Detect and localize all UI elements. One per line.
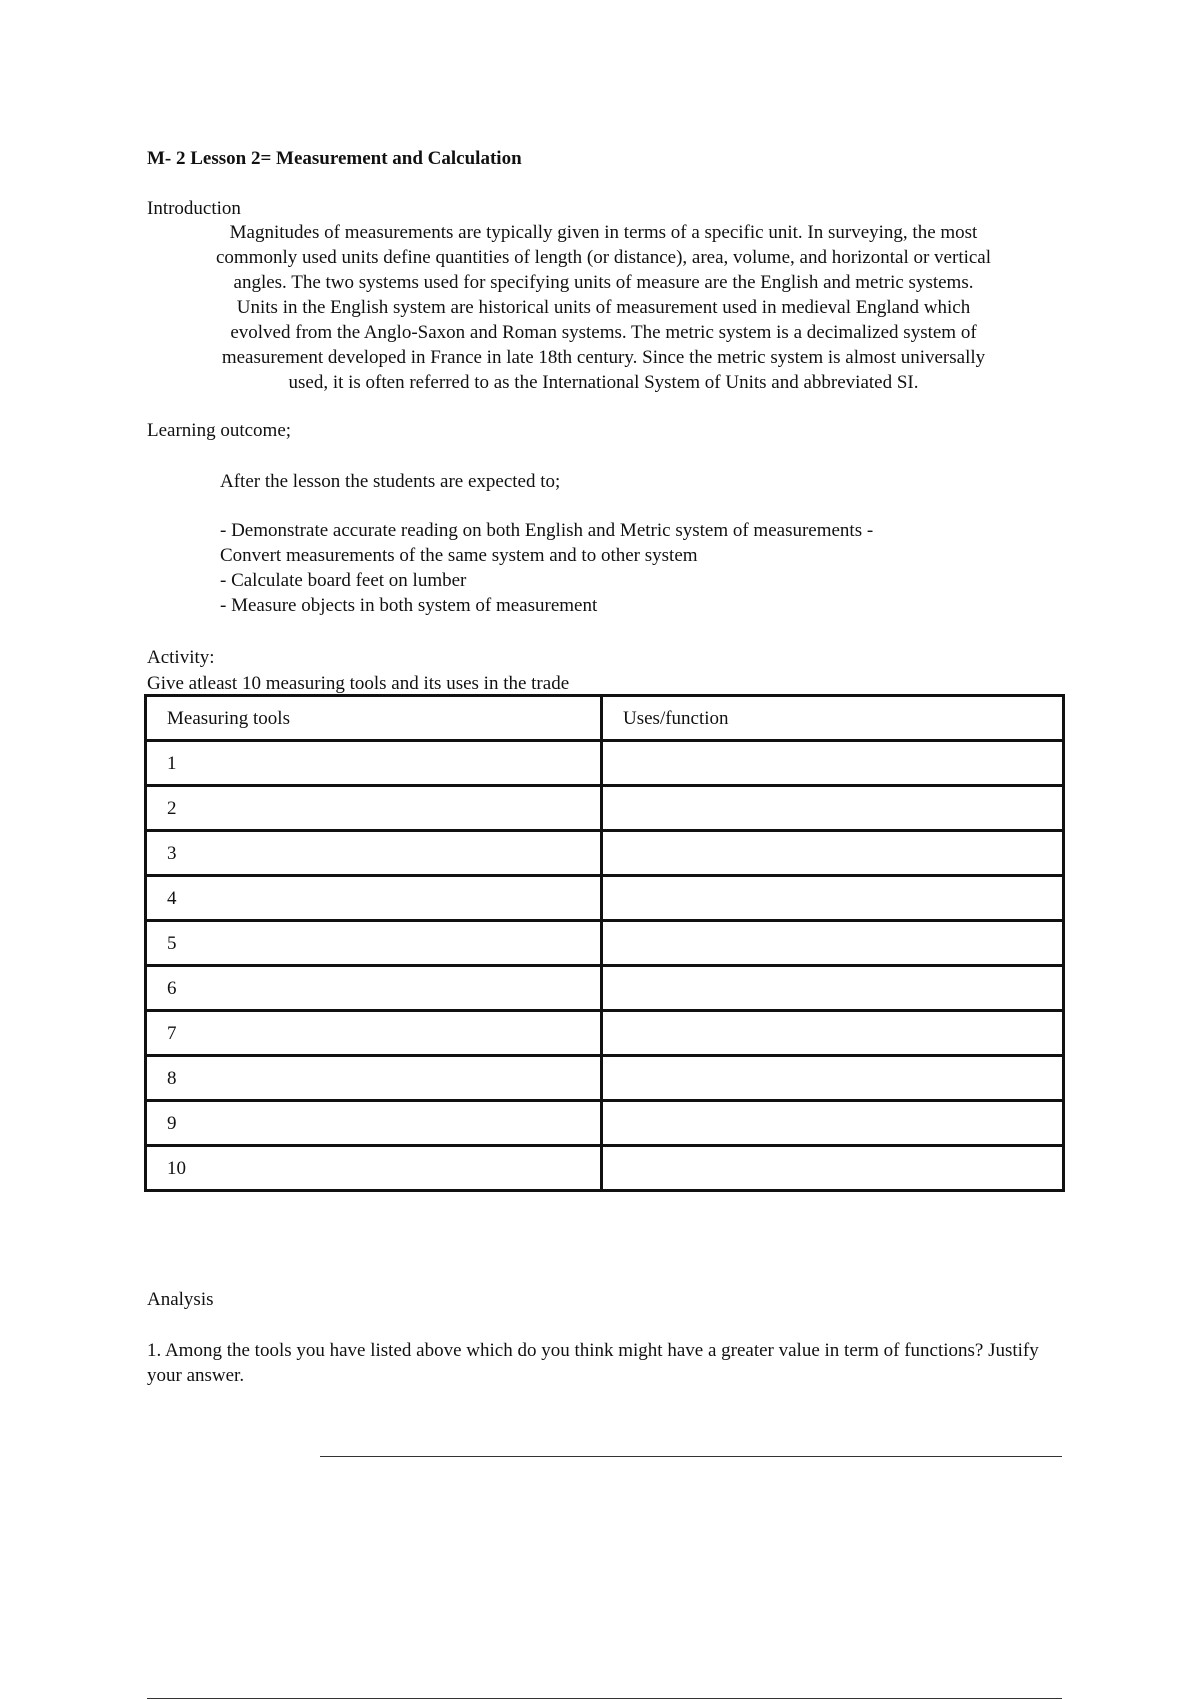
learning-outcome-list [220, 518, 873, 618]
table-row [146, 966, 1064, 1011]
page-title: M- 2 Lesson 2= Measurement and Calculation [147, 148, 522, 169]
analysis-question: 1. Among the tools you have listed above which do you think might have a greater value in term of functions? Justify your answer. [147, 1340, 1039, 1386]
introduction-line: used, it is often referred to as the International System of Units and abbreviated SI. [288, 372, 919, 393]
table-row [146, 741, 1064, 786]
header-measuring-tools: Measuring tools [146, 696, 602, 741]
tool-number-cell: 10 [146, 1146, 602, 1191]
learning-outcome-item: Convert measurements of the same system and to other system [220, 545, 698, 566]
tool-number-cell: 3 [146, 831, 602, 876]
tool-use-cell[interactable] [602, 1146, 1064, 1191]
table-row [146, 1056, 1064, 1101]
introduction-line: commonly used units define quantities of length (or distance), area, volume, and horizontal or vertical [215, 247, 992, 268]
introduction-line: Magnitudes of measurements are typically given in terms of a specific unit. In surveying, the most [229, 222, 978, 243]
learning-outcome-heading: Learning outcome; [147, 420, 292, 441]
tool-number-cell: 6 [146, 966, 602, 1011]
tool-number-cell: 8 [146, 1056, 602, 1101]
tool-number-cell: 5 [146, 921, 602, 966]
learning-outcome-lead: After the lesson the students are expected to; [220, 471, 561, 492]
measuring-tools-table [144, 694, 1065, 1192]
tool-number-cell: 2 [146, 786, 602, 831]
tool-number-cell: 1 [146, 741, 602, 786]
learning-outcome-item: - Calculate board feet on lumber [220, 570, 467, 591]
header-uses-function: Uses/function [602, 696, 1064, 741]
table-row [146, 1101, 1064, 1146]
activity-heading: Activity: [147, 647, 215, 668]
table-row [146, 831, 1064, 876]
learning-outcome-item: - Demonstrate accurate reading on both English and Metric system of measurements - [220, 520, 874, 541]
tool-use-cell[interactable] [602, 876, 1064, 921]
tool-use-cell[interactable] [602, 1011, 1064, 1056]
introduction-line: evolved from the Anglo-Saxon and Roman systems. The metric system is a decimalized system of [230, 322, 977, 343]
table-header-row [146, 696, 1064, 741]
introduction-heading: Introduction [147, 198, 241, 219]
analysis-heading: Analysis [147, 1289, 214, 1310]
table-row [146, 1011, 1064, 1056]
answer-line[interactable] [320, 1456, 1062, 1457]
activity-instruction: Give atleast 10 measuring tools and its uses in the trade [147, 673, 570, 694]
introduction-line: angles. The two systems used for specifying units of measure are the English and metric systems. [233, 272, 974, 293]
tool-use-cell[interactable] [602, 1101, 1064, 1146]
introduction-line: measurement developed in France in late 18th century. Since the metric system is almost universally [221, 347, 986, 368]
tool-number-cell: 4 [146, 876, 602, 921]
introduction-line: Units in the English system are historical units of measurement used in medieval England which [236, 297, 971, 318]
tool-number-cell: 7 [146, 1011, 602, 1056]
tool-use-cell[interactable] [602, 921, 1064, 966]
table-row [146, 921, 1064, 966]
introduction-paragraph [147, 220, 1060, 395]
tool-use-cell[interactable] [602, 786, 1064, 831]
learning-outcome-item: - Measure objects in both system of measurement [220, 595, 598, 616]
tool-use-cell[interactable] [602, 831, 1064, 876]
tool-number-cell: 9 [146, 1101, 602, 1146]
table-row [146, 1146, 1064, 1191]
tool-use-cell[interactable] [602, 741, 1064, 786]
tool-use-cell[interactable] [602, 1056, 1064, 1101]
tool-use-cell[interactable] [602, 966, 1064, 1011]
table-row [146, 876, 1064, 921]
table-row [146, 786, 1064, 831]
